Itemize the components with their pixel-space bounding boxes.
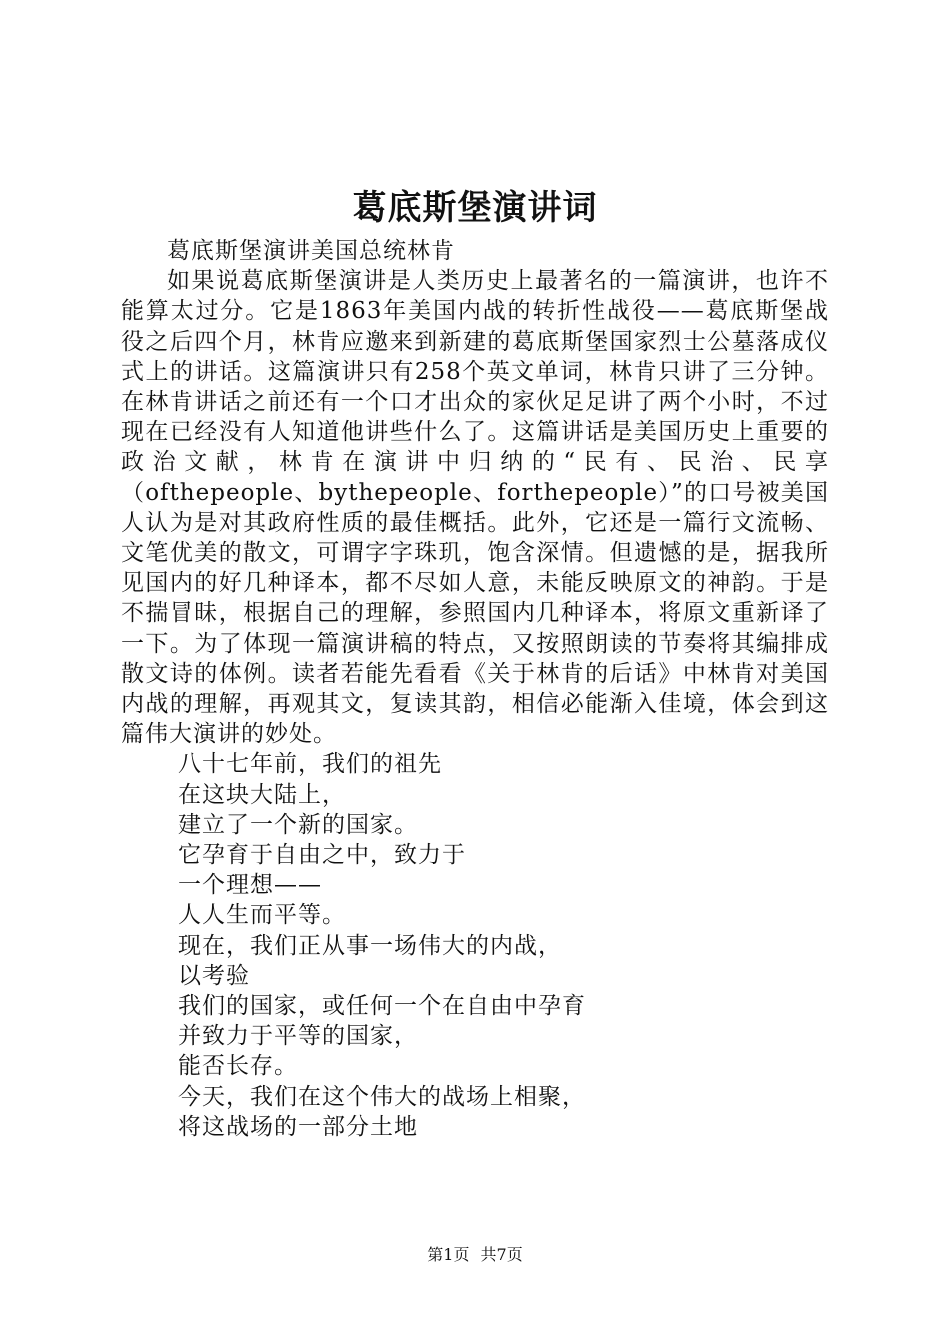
page-total: 共7页	[480, 1245, 523, 1264]
poem-line: 我们的国家，或任何一个在自由中孕育	[178, 993, 586, 1020]
poem-line: 今天，我们在这个伟大的战场上相聚，	[178, 1083, 586, 1110]
page-number: 第1页	[427, 1245, 470, 1264]
document-body	[121, 236, 829, 1142]
poem-line: 在这块大陆上，	[178, 781, 346, 808]
poem-line: 并致力于平等的国家，	[178, 1023, 418, 1050]
poem-line: 八十七年前，我们的祖先	[178, 751, 442, 778]
poem-line: 以考验	[178, 962, 250, 989]
poem-block	[121, 749, 829, 1142]
poem-line: 能否长存。	[178, 1053, 298, 1080]
page-footer	[0, 1244, 950, 1266]
poem-line: 一个理想——	[178, 872, 322, 899]
intro-paragraph: 如果说葛底斯堡演讲是人类历史上最著名的一篇演讲，也许不能算太过分。它是1863年美国内战的转折性战役——葛底斯堡战役之后四个月，林肯应邀来到新建的葛底斯堡国家烈士公墓落成仪式上的讲话。这篇演讲只有258个英文单词，林肯只讲了三分钟。在林肯讲话之前还有一个口才出众的家伙足足讲了两个小时，不过现在已经没有人知道他讲些什么了。这篇讲话是美国历史上重要的政治文献，林肯在演讲中归纳的“民有、民治、民享（ofthepeople、bythepeople、forthepeople）”的口号被美国人认为是对其政府性质的最佳概括。此外，它还是一篇行文流畅、文笔优美的散文，可谓字字珠玑，饱含深情。但遗憾的是，据我所见国内的好几种译本，都不尽如人意，未能反映原文的神韵。于是不揣冒昧，根据自己的理解，参照国内几种译本，将原文重新译了一下。为了体现一篇演讲稿的特点，又按照朗读的节奏将其编排成散文诗的体例。读者若能先看看《关于林肯的后话》中林肯对美国内战的理解，再观其文，复读其韵，相信必能渐入佳境，体会到这篇伟大演讲的妙处。	[121, 268, 829, 748]
poem-line: 人人生而平等。	[178, 902, 346, 929]
poem-line: 现在，我们正从事一场伟大的内战，	[178, 932, 562, 959]
subtitle-line: 葛底斯堡演讲美国总统林肯	[167, 238, 455, 264]
poem-line: 建立了一个新的国家。	[178, 811, 418, 838]
poem-line: 它孕育于自由之中，致力于	[178, 842, 466, 869]
poem-line: 将这战场的一部分土地	[178, 1113, 418, 1140]
document-title: 葛底斯堡演讲词	[352, 188, 598, 228]
